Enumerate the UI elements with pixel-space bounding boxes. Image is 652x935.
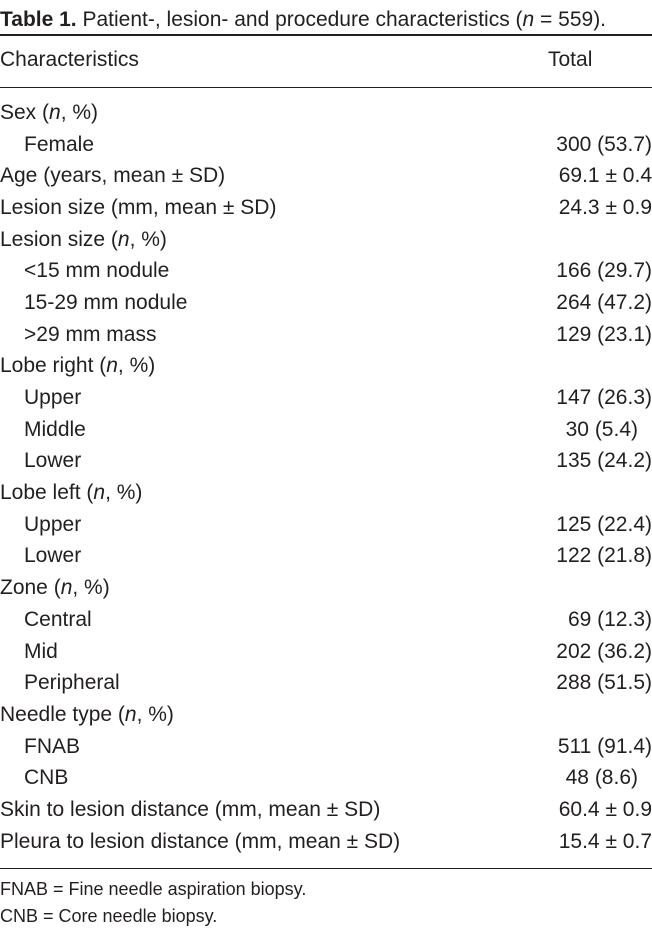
table-row bbox=[0, 382, 652, 414]
table-bottom-rule bbox=[0, 868, 652, 869]
row-label-n-symbol: n bbox=[106, 354, 118, 378]
row-label-text: Central bbox=[24, 607, 92, 631]
row-value: 122 (21.8) bbox=[556, 544, 652, 568]
row-value: 300 (53.7) bbox=[556, 132, 652, 156]
row-label-text-end: , %) bbox=[129, 227, 167, 251]
table-row bbox=[0, 224, 652, 256]
table-row bbox=[0, 731, 652, 763]
table-row bbox=[0, 97, 652, 129]
table-row bbox=[0, 319, 652, 351]
row-value: 135 (24.2) bbox=[556, 449, 652, 473]
row-value: 30 (5.4) bbox=[565, 417, 638, 441]
table-caption bbox=[0, 6, 652, 34]
row-label bbox=[0, 386, 81, 410]
row-label-text: Lower bbox=[24, 449, 82, 473]
caption-text bbox=[82, 8, 606, 31]
row-label bbox=[0, 703, 174, 727]
row-label-text: CNB bbox=[24, 766, 69, 790]
header-rule bbox=[0, 87, 652, 88]
row-label-text: 15-29 mm nodule bbox=[24, 290, 188, 314]
row-value: 511 (91.4) bbox=[557, 734, 652, 758]
row-label bbox=[0, 576, 110, 600]
row-label-n-symbol: n bbox=[49, 100, 61, 124]
row-value: 288 (51.5) bbox=[556, 671, 652, 695]
table-row bbox=[0, 572, 652, 604]
table-row bbox=[0, 636, 652, 668]
row-value: 166 (29.7) bbox=[556, 259, 652, 283]
row-label bbox=[0, 798, 380, 822]
row-label-text: Sex ( bbox=[0, 100, 50, 124]
row-label-text: Age (years, mean ± SD) bbox=[0, 164, 226, 188]
row-label-text: Lobe right ( bbox=[0, 354, 107, 378]
row-label-text: Needle type ( bbox=[0, 702, 125, 726]
caption-text-start: Patient-, lesion- and procedure characteristics ( bbox=[82, 8, 523, 31]
row-label-text: Female bbox=[24, 132, 95, 156]
table-row bbox=[0, 414, 652, 446]
row-value: 69 (12.3) bbox=[567, 607, 652, 631]
row-label bbox=[0, 323, 156, 347]
table-row bbox=[0, 255, 652, 287]
row-label-text: Skin to lesion distance (mm, mean ± SD) bbox=[0, 797, 381, 821]
row-label-text: Pleura to lesion distance (mm, mean ± SD) bbox=[0, 829, 401, 853]
row-value: 147 (26.3) bbox=[556, 386, 652, 410]
row-label-text-end: , %) bbox=[136, 702, 174, 726]
row-label bbox=[0, 735, 80, 759]
row-label bbox=[0, 671, 120, 695]
row-label-text-end: , %) bbox=[60, 100, 99, 124]
row-value: 15.4 ± 0.7 bbox=[558, 829, 652, 853]
table-row bbox=[0, 667, 652, 699]
row-label bbox=[0, 513, 81, 537]
row-label-text: Lobe left ( bbox=[0, 481, 94, 505]
table-body bbox=[0, 97, 652, 858]
table-row bbox=[0, 129, 652, 161]
row-label bbox=[0, 766, 68, 790]
row-label-text: >29 mm mass bbox=[24, 322, 157, 346]
table-footnotes bbox=[0, 876, 306, 930]
row-label-text: Lower bbox=[24, 544, 82, 568]
table-row bbox=[0, 446, 652, 478]
row-value: 129 (23.1) bbox=[556, 322, 652, 346]
row-label bbox=[0, 291, 187, 315]
row-label-n-symbol: n bbox=[93, 481, 106, 505]
row-label-text: Lesion size ( bbox=[0, 227, 118, 251]
row-label-n-symbol: n bbox=[117, 227, 130, 251]
row-label-text: Lesion size (mm, mean ± SD) bbox=[0, 195, 277, 219]
row-label-text: Middle bbox=[24, 417, 86, 441]
row-label bbox=[0, 544, 81, 568]
row-label bbox=[0, 354, 155, 378]
row-label-n-symbol: n bbox=[60, 576, 73, 600]
row-label bbox=[0, 418, 86, 442]
table-row bbox=[0, 604, 652, 636]
row-label bbox=[0, 228, 167, 252]
header-total: Total bbox=[548, 48, 593, 71]
row-label-text-end: , %) bbox=[72, 576, 110, 600]
table-row bbox=[0, 541, 652, 573]
row-label bbox=[0, 164, 225, 188]
row-label bbox=[0, 640, 58, 664]
footnote-cnb: CNB = Core needle biopsy. bbox=[0, 906, 218, 926]
table-row bbox=[0, 826, 652, 858]
row-value: 24.3 ± 0.9 bbox=[558, 195, 652, 219]
row-label-text: <15 mm nodule bbox=[24, 259, 170, 283]
row-label-text-end: , %) bbox=[117, 354, 156, 378]
table-row bbox=[0, 794, 652, 826]
header-characteristics: Characteristics bbox=[0, 48, 139, 71]
row-label bbox=[0, 481, 142, 505]
row-value: 60.4 ± 0.9 bbox=[558, 797, 652, 821]
row-value: 69.1 ± 0.4 bbox=[558, 164, 652, 188]
row-label-text-end: , %) bbox=[105, 481, 143, 505]
table-row bbox=[0, 699, 652, 731]
row-value: 48 (8.6) bbox=[565, 766, 638, 790]
row-label bbox=[0, 259, 169, 283]
row-value: 125 (22.4) bbox=[556, 512, 652, 536]
row-value: 202 (36.2) bbox=[556, 639, 652, 663]
table-row bbox=[0, 509, 652, 541]
caption-text-end: = 559). bbox=[534, 8, 607, 31]
row-label-text: Upper bbox=[24, 386, 82, 410]
table-row bbox=[0, 762, 652, 794]
caption-n-symbol: n bbox=[522, 8, 535, 31]
row-label-n-symbol: n bbox=[124, 702, 137, 726]
row-label bbox=[0, 101, 98, 125]
row-label-text: Upper bbox=[24, 512, 82, 536]
row-label bbox=[0, 133, 94, 157]
row-label-text: Peripheral bbox=[24, 671, 120, 695]
row-label-text: Mid bbox=[24, 639, 58, 663]
row-value: 264 (47.2) bbox=[556, 290, 652, 314]
table-row bbox=[0, 351, 652, 383]
table-label: Table 1. bbox=[0, 8, 77, 31]
row-label-text: FNAB bbox=[24, 734, 81, 758]
table-top-rule bbox=[0, 34, 652, 36]
table-row bbox=[0, 192, 652, 224]
row-label bbox=[0, 608, 92, 632]
table-row bbox=[0, 477, 652, 509]
row-label bbox=[0, 449, 81, 473]
table-row bbox=[0, 287, 652, 319]
table-row bbox=[0, 160, 652, 192]
row-label-text: Zone ( bbox=[0, 576, 61, 600]
row-label bbox=[0, 830, 400, 854]
footnote-fnab: FNAB = Fine needle aspiration biopsy. bbox=[0, 879, 307, 899]
row-label bbox=[0, 196, 276, 220]
